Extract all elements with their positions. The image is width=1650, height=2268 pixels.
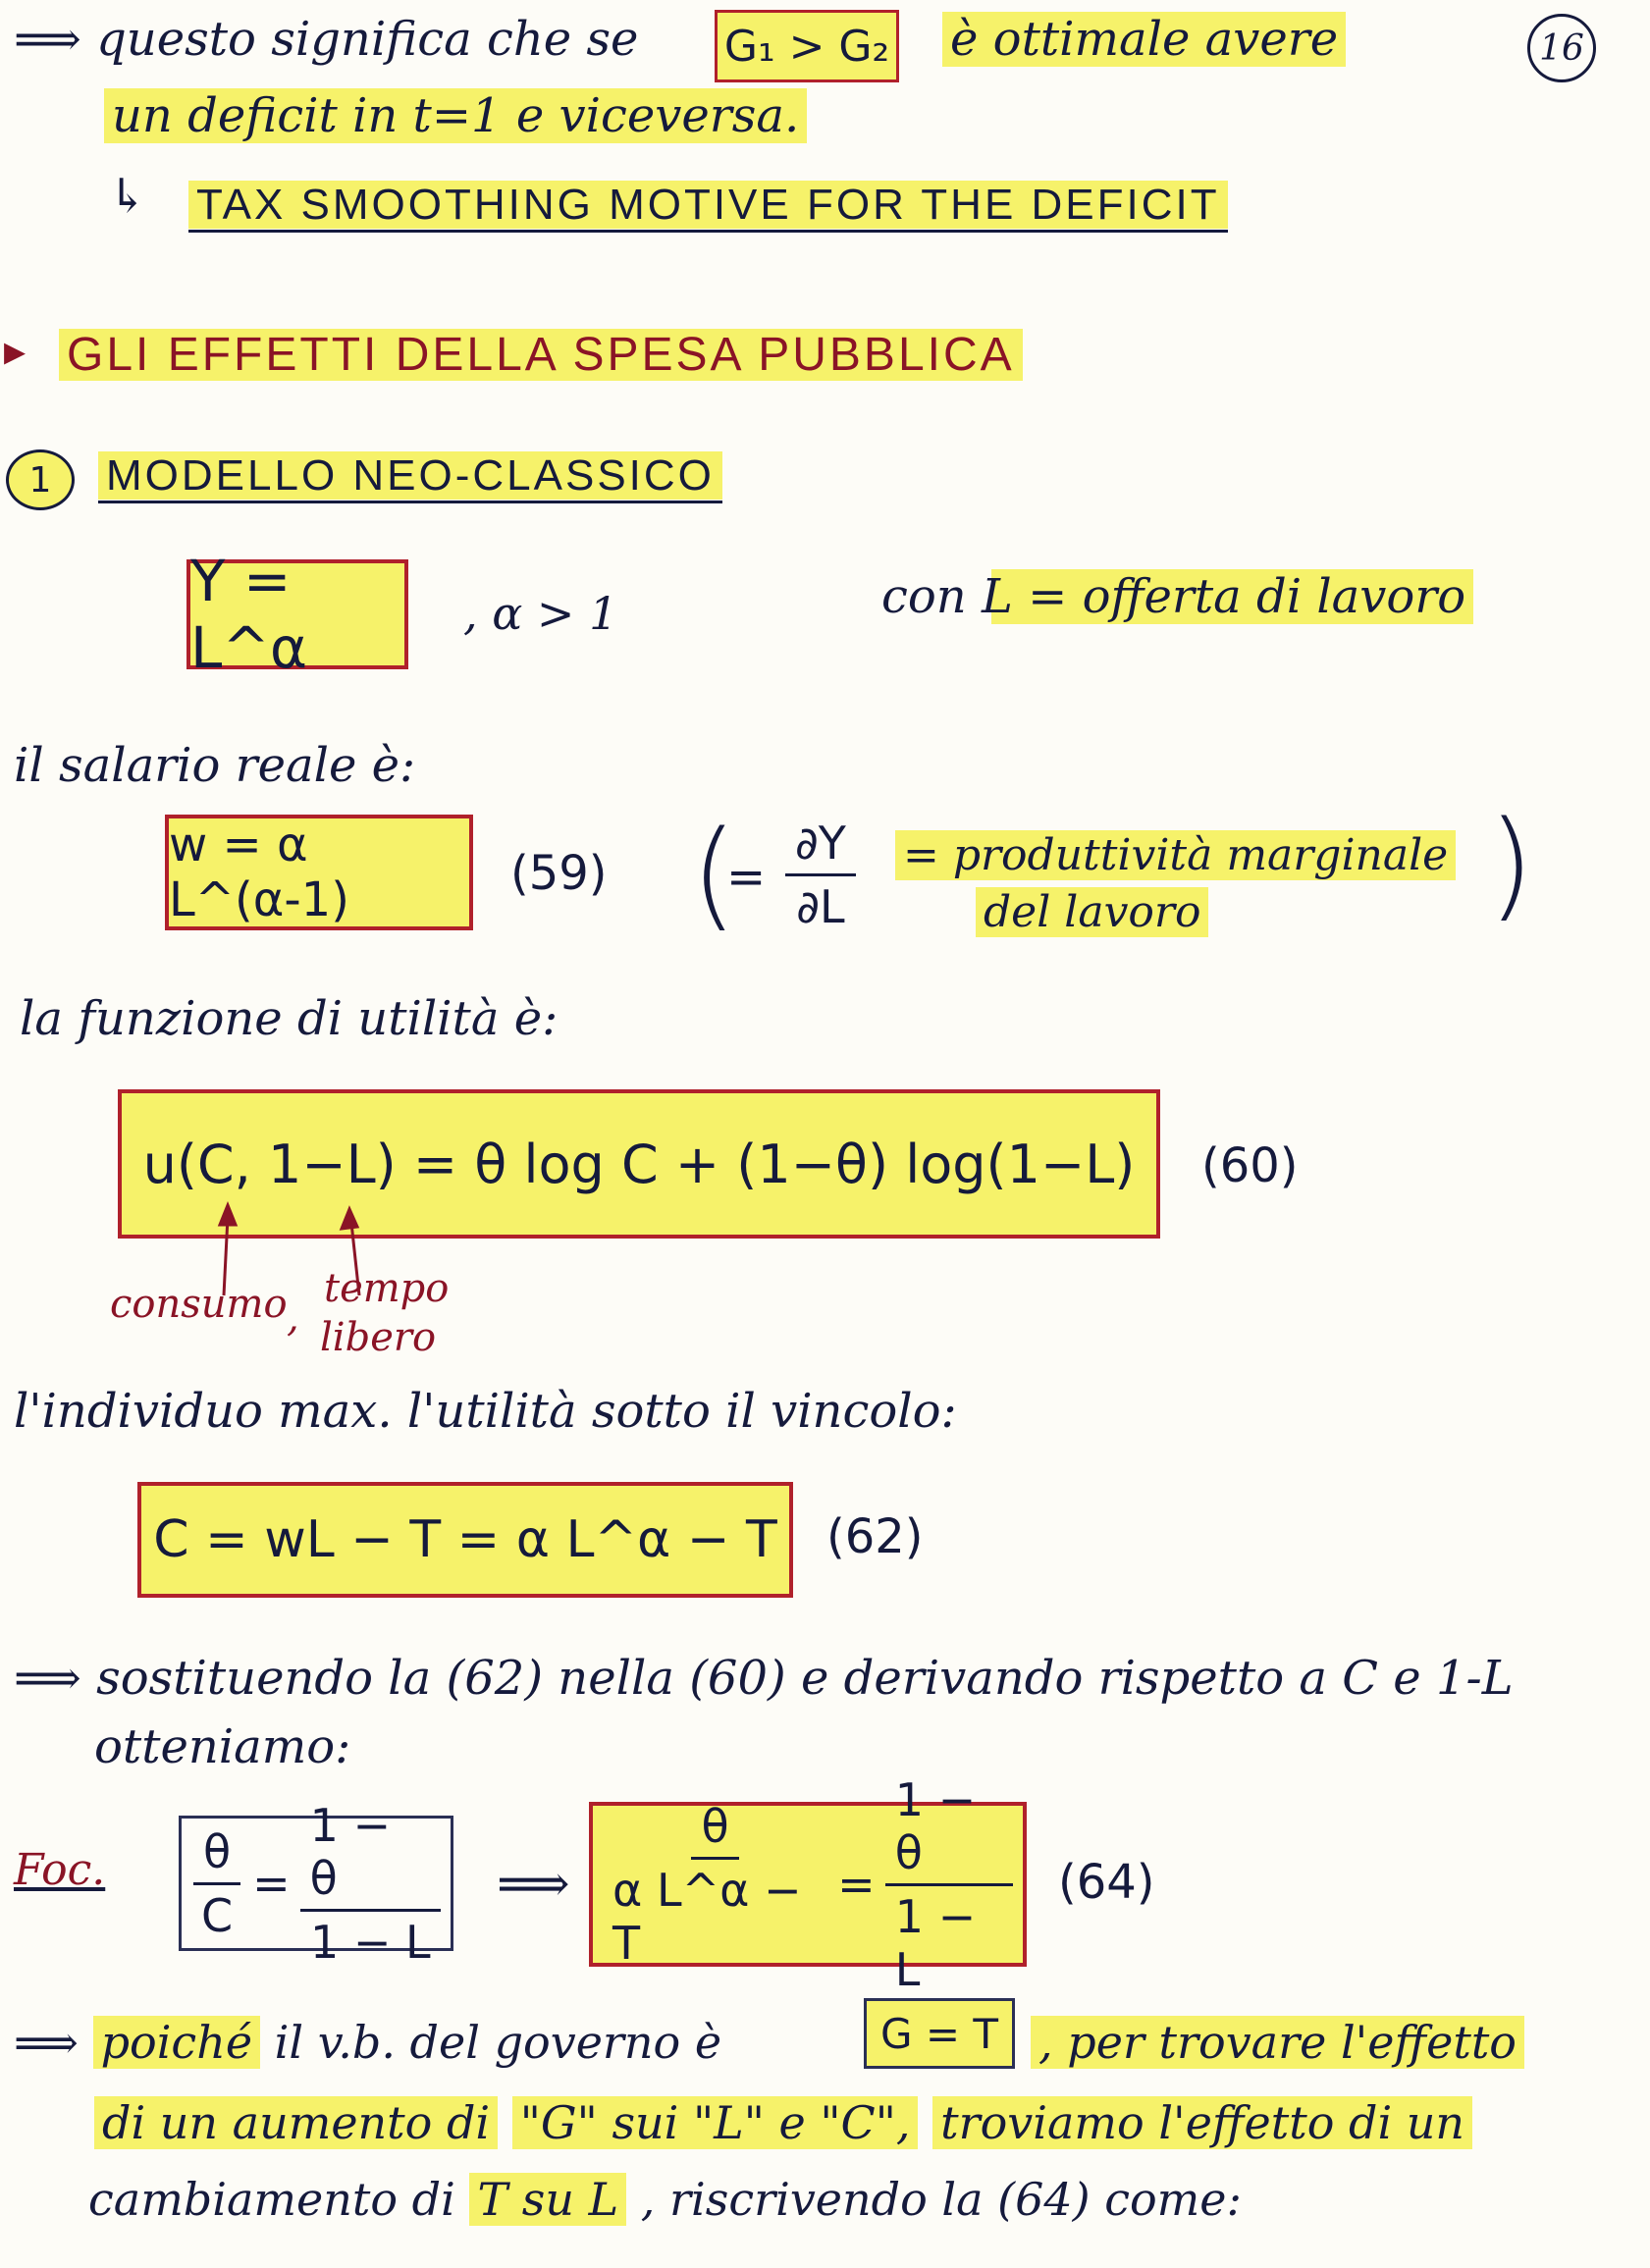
res-rhs-num: 1 − θ [885, 1773, 1013, 1886]
res-lhs-num: θ [691, 1800, 738, 1860]
res-rhs [885, 1773, 1013, 1996]
wage-intro: il salario reale è: [14, 738, 416, 793]
eq-number-62: (62) [826, 1509, 924, 1564]
res-rhs-den: 1 − L [894, 1889, 977, 1996]
partial-derivative [775, 817, 866, 933]
subsection-title-text: MODELLO NEO-CLASSICO [98, 451, 722, 500]
res-eq: = [837, 1858, 876, 1911]
marginal-productivity-2 [976, 887, 1208, 937]
eq-number-60: (60) [1201, 1138, 1299, 1193]
intro-line-2 [104, 88, 807, 143]
wage-formula: w = α L^(α-1) [165, 815, 473, 930]
conclusion-f: troviamo l'effetto di un [932, 2096, 1472, 2149]
constraint-formula: C = wL − T = α L^α − T [137, 1482, 793, 1598]
conclusion-i: , riscrivendo la (64) come: [640, 2173, 1243, 2226]
foc-eq: = [252, 1857, 291, 1910]
wage-eq-sign: = [726, 850, 767, 905]
labor-supply-note-hl: con L = offerta di lavoro [874, 569, 1473, 624]
label-consumo: consumo [110, 1282, 288, 1327]
conclusion-arrow: ⟹ [14, 2016, 79, 2069]
paren-close: ) [1488, 797, 1534, 933]
marginal-productivity-1 [895, 830, 1456, 880]
res-lhs-den: α L^α − T [612, 1863, 802, 1970]
foc-lhs [191, 1825, 242, 1942]
conclusion-h: T su L [469, 2173, 626, 2226]
intro-text-b [942, 12, 1346, 67]
substitution-line-1 [14, 1651, 1514, 1706]
label-tempo: tempo [324, 1266, 450, 1311]
labor-supply-note [874, 569, 1473, 624]
utility-intro: la funzione di utilità è: [20, 991, 559, 1046]
label-libero: libero [320, 1315, 437, 1360]
subsection-number: 1 [6, 449, 75, 510]
foc-label-text: Foc. [14, 1845, 106, 1895]
conclusion-c-hl: , per trovare l'effetto [1031, 2016, 1524, 2069]
derivative-fraction [785, 817, 856, 933]
intro-line-2-hl: un deficit in t=1 e viceversa. [104, 88, 807, 143]
condition-box: G₁ > G₂ [715, 10, 899, 82]
conclusion-e: "G" sui "L" e "C", [512, 2096, 919, 2149]
derivative-den: ∂L [796, 880, 845, 933]
sub-arrow: ↳ [108, 169, 148, 224]
utility-formula: u(C, 1−L) = θ log C + (1−θ) log(1−L) [118, 1089, 1160, 1239]
conclusion-line-2 [94, 2096, 1472, 2149]
substitution-line-2: otteniamo: [94, 1719, 351, 1774]
tax-smoothing-motive [188, 181, 1228, 233]
g-equals-t-box: G = T [864, 1998, 1015, 2069]
substitution-arrow: ⟹ [14, 1651, 97, 1706]
conclusion-c [1031, 2016, 1524, 2069]
intro-text-a: questo significa che se [96, 12, 639, 67]
production-formula: Y = L^α [186, 559, 408, 669]
conclusion-d: di un aumento di [94, 2096, 498, 2149]
derivative-num: ∂Y [785, 817, 856, 876]
foc-lhs-num: θ [193, 1825, 240, 1885]
section-bullet-icon: ▸ [4, 326, 27, 376]
section-title-text: GLI EFFETTI DELLA SPESA PUBBLICA [59, 329, 1023, 381]
foc-implies-arrow: ⟹ [497, 1855, 570, 1914]
conclusion-a: poiché [93, 2016, 260, 2069]
implies-arrow: ⟹ [14, 12, 81, 67]
consumo-arrow-head [220, 1205, 236, 1225]
conclusion-line-1 [14, 2016, 721, 2069]
eq-number-64: (64) [1058, 1855, 1155, 1910]
foc-rhs-num: 1 − θ [300, 1799, 441, 1912]
tempo-arrow-head [342, 1209, 357, 1229]
foc-lhs-den: C [201, 1888, 234, 1942]
tax-smoothing-text: TAX SMOOTHING MOTIVE FOR THE DEFICIT [188, 181, 1228, 229]
foc-box [179, 1798, 453, 1969]
foc-rhs-den: 1 − L [309, 1915, 431, 1969]
marginal-productivity-1-hl: = produttività marginale [895, 830, 1456, 880]
substitution-text: sostituendo la (62) nella (60) e derivando rispetto a C e 1-L [96, 1651, 1514, 1706]
alpha-condition: , α > 1 [463, 587, 618, 640]
paren-open: ( [691, 807, 737, 943]
res-lhs [603, 1800, 827, 1970]
constraint-intro: l'individuo max. l'utilità sotto il vincolo: [14, 1384, 957, 1439]
intro-text-b-hl: è ottimale avere [942, 12, 1346, 67]
label-comma: , [287, 1295, 299, 1341]
intro-line-1 [14, 12, 638, 67]
foc-result-box [589, 1772, 1027, 1996]
eq-number-59: (59) [510, 846, 608, 901]
foc-rhs [300, 1799, 441, 1969]
section-title [59, 328, 1023, 382]
page-number: 16 [1527, 14, 1596, 82]
conclusion-g: cambiamento di [88, 2173, 455, 2226]
foc-label [14, 1845, 105, 1895]
marginal-productivity-2-hl: del lavoro [976, 887, 1208, 937]
subsection-title [98, 451, 722, 503]
conclusion-b: il v.b. del governo è [274, 2016, 722, 2069]
conclusion-line-3 [88, 2173, 1242, 2226]
